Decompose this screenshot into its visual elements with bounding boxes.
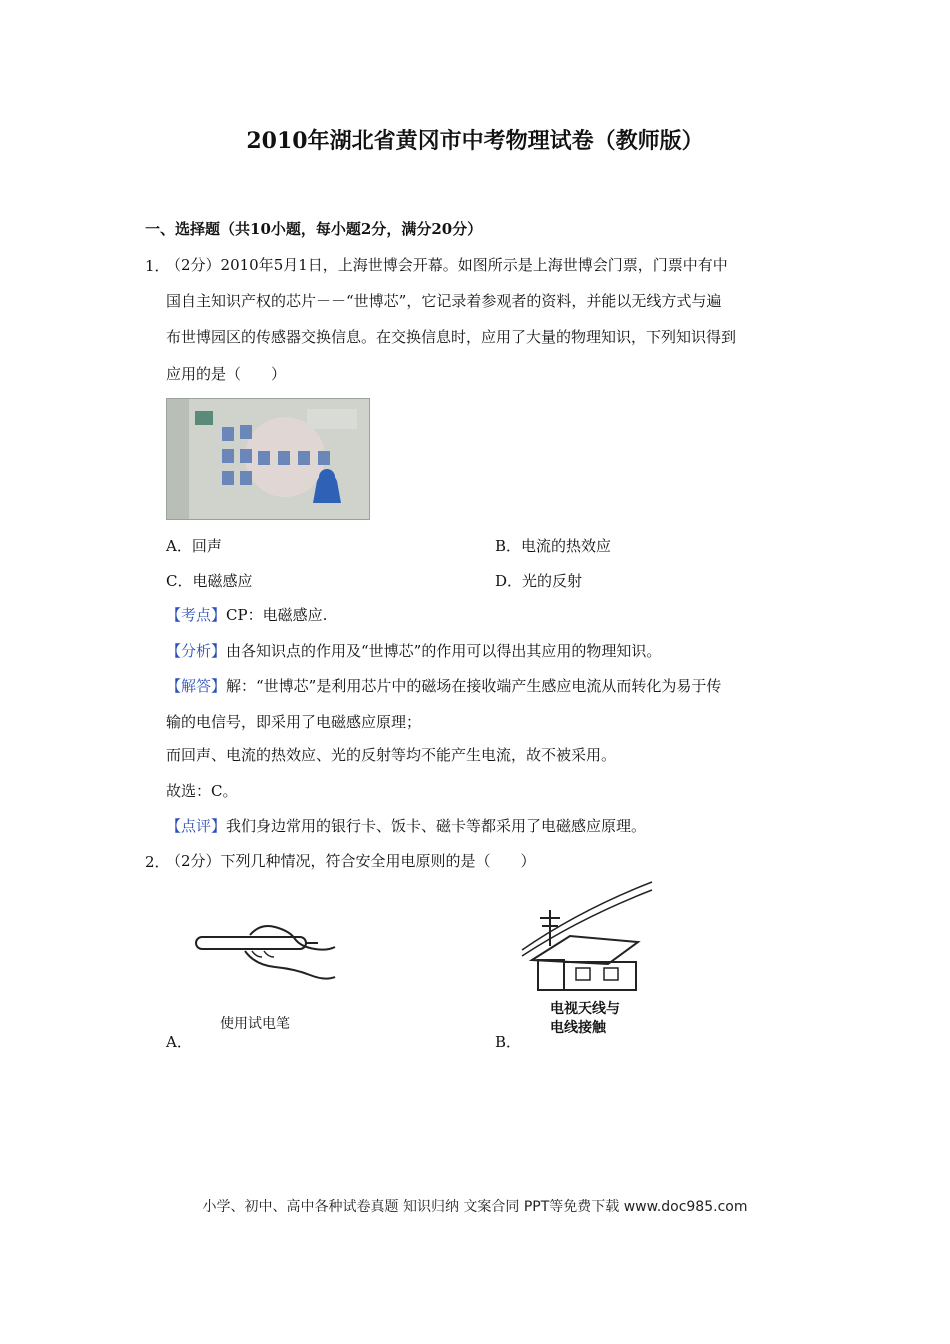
dianping-tag: 【点评】 [166, 817, 227, 835]
kaodian-text: CP：电磁感应. [226, 606, 328, 624]
option-c: C．电磁感应 [166, 572, 253, 590]
test-pen-figure [190, 915, 340, 1035]
dianping-text: 我们身边常用的银行卡、饭卡、磁卡等都采用了电磁感应原理。 [226, 817, 647, 835]
jieda-text: 解：“世博芯”是利用芯片中的磁场在接收端产生感应电流从而转化为易于传 [226, 677, 722, 695]
option-d: D．光的反射 [495, 572, 583, 590]
fenxi-tag: 【分析】 [166, 642, 227, 660]
question-number: 1． [145, 257, 170, 275]
section-heading: 一、选择题（共10小题，每小题2分，满分20分） [145, 220, 483, 238]
antenna-house-figure [520, 880, 655, 1040]
question-text-line: （2分）2010年5月1日，上海世博会开幕。如图所示是上海世博会门票，门票中有中 [166, 256, 728, 274]
kaodian-row [166, 605, 327, 625]
jieda-text: 而回声、电流的热效应、光的反射等均不能产生电流，故不被采用。 [166, 746, 617, 764]
hand-holding-test-pen-icon [190, 915, 340, 1005]
option-a: A． [166, 1033, 192, 1051]
expo-ticket-image [166, 398, 370, 520]
figure-a-caption: 使用试电笔 [220, 1016, 290, 1032]
option-b: B． [495, 1033, 522, 1051]
question-text: （2分）下列几种情况，符合安全用电原则的是（ ） [166, 852, 536, 870]
jieda-text: 输的电信号，即采用了电磁感应原理； [166, 713, 422, 731]
option-a: A．回声 [166, 537, 222, 555]
question-text-line: 应用的是（ ） [166, 365, 287, 383]
fenxi-text: 由各知识点的作用及“世博芯”的作用可以得出其应用的物理知识。 [226, 642, 662, 660]
question-text-line: 国自主知识产权的芯片－－“世博芯”，它记录着参观者的资料，并能以无线方式与遍 [166, 292, 722, 310]
option-b: B．电流的热效应 [495, 537, 612, 555]
expo-ticket-illustration [167, 399, 369, 519]
jieda-row [166, 676, 721, 696]
figure-b-caption-line1: 电视天线与 [550, 1001, 620, 1017]
figure-b-caption-line2: 电线接触 [550, 1020, 606, 1036]
fenxi-row [166, 641, 661, 661]
footer-text: 小学、初中、高中各种试卷真题 知识归纳 文案合同 PPT等免费下载 www.doc985.com [202, 1199, 748, 1215]
question-number: 2． [145, 853, 170, 871]
jieda-tag: 【解答】 [166, 677, 227, 695]
jieda-answer: 故选：C。 [166, 782, 238, 800]
question-text-line: 布世博园区的传感器交换信息。在交换信息时，应用了大量的物理知识，下列知识得到 [166, 328, 737, 346]
page-title: 2010年湖北省黄冈市中考物理试卷（教师版） [246, 128, 704, 154]
house-antenna-wire-icon [520, 880, 655, 995]
dianping-row [166, 816, 646, 836]
kaodian-tag: 【考点】 [166, 606, 227, 624]
